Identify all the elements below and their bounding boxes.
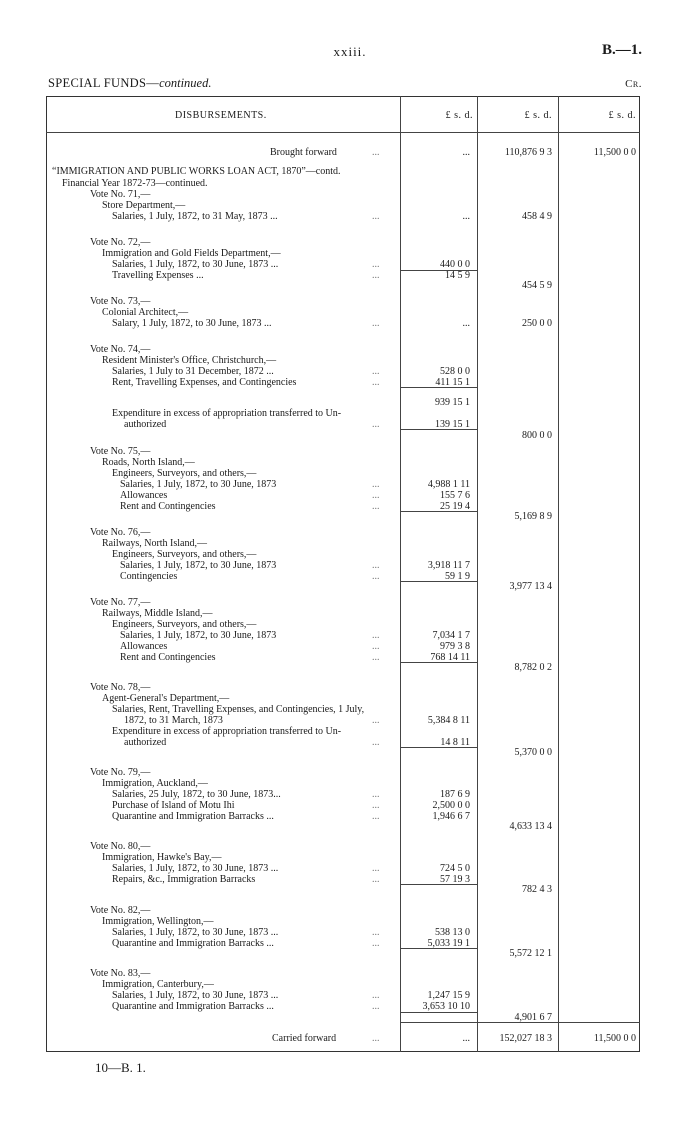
leader-dots: ... [372, 571, 380, 582]
ledger-line-text: Carried forward [272, 1033, 337, 1044]
leader-dots: ... [372, 800, 380, 811]
ledger-line-text: Engineers, Surveyors, and others,— [112, 549, 257, 560]
section-title-main: SPECIAL FUNDS— [48, 76, 160, 90]
ledger-line-text: authorized [124, 737, 167, 748]
ledger-line-text: Salary, 1 July, 1872, to 30 June, 1873 ... [112, 318, 272, 329]
ledger-line-text: Vote No. 71,— [90, 189, 151, 200]
leader-dots: ... [372, 560, 380, 571]
leader-dots: ... [372, 641, 380, 652]
ledger-line-text: Immigration, Canterbury,— [102, 979, 214, 990]
ledger-line-text: Vote No. 75,— [90, 446, 151, 457]
leader-dots: ... [372, 652, 380, 663]
ledger-line-text: Immigration, Hawke's Bay,— [102, 852, 222, 863]
amount-c1: 724 5 0 [440, 863, 470, 874]
leader-dots: ... [372, 259, 380, 270]
amount-c2: 5,169 8 9 [514, 511, 552, 522]
ledger-line-text: Quarantine and Immigration Barracks ... [112, 811, 274, 822]
amount-c2: 5,572 12 1 [509, 948, 552, 959]
ledger-line-text: Salaries, 25 July, 1872, to 30 June, 1873... [112, 789, 281, 800]
ledger-line-text: Rent and Contingencies [120, 652, 216, 663]
leader-dots: ... [372, 863, 380, 874]
section-title-continued: continued. [159, 76, 212, 90]
leader-dots: ... [372, 811, 380, 822]
ledger-line-text: Vote No. 72,— [90, 237, 151, 248]
leader-dots: ... [372, 490, 380, 501]
ledger-line-text: Travelling Expenses ... [112, 270, 204, 281]
ledger-line-text: Resident Minister's Office, Christchurch,— [102, 355, 277, 366]
ledger-line-text: Allowances [120, 490, 168, 501]
ledger-line-text: Vote No. 73,— [90, 296, 151, 307]
subtotal-rule [401, 948, 477, 949]
ledger-line-text: Contingencies [120, 571, 178, 582]
leader-dots: ... [372, 938, 380, 949]
ledger-line-text: Vote No. 78,— [90, 682, 151, 693]
leader-dots: ... [372, 366, 380, 377]
amount-c3: 11,500 0 0 [593, 1033, 636, 1044]
ledger-line-text: Expenditure in excess of appropriation transferred to Un- [112, 726, 342, 737]
amount-c1: 2,500 0 0 [432, 800, 470, 811]
ledger-line-text: Salaries, 1 July, 1872, to 31 May, 1873 ... [112, 211, 278, 222]
amount-c1: 14 5 9 [445, 270, 470, 281]
ledger-line-text: Agent-General's Department,— [102, 693, 230, 704]
amount-c2: 110,876 9 3 [504, 147, 552, 158]
subtotal-rule [401, 581, 477, 582]
amount-c1: 5,033 19 1 [427, 938, 470, 949]
ledger-line-text: Railways, Middle Island,— [102, 608, 213, 619]
amount-c2: 4,633 13 4 [509, 821, 552, 832]
leader-dots: ... [372, 1033, 380, 1044]
amount-c1: 57 19 3 [440, 874, 470, 885]
ledger-line-text: Salaries, 1 July, 1872, to 30 June, 1873 ... [112, 863, 279, 874]
leader-dots: ... [372, 789, 380, 800]
ledger-line-text: Vote No. 77,— [90, 597, 151, 608]
ledger-line-text: Salaries, 1 July, 1872, to 30 June, 1873 [120, 479, 277, 490]
amount-c2: 800 0 0 [522, 430, 552, 441]
amount-c1: 14 8 11 [440, 737, 470, 748]
amount-c2: 782 4 3 [522, 884, 552, 895]
amount-c1: 1,946 6 7 [432, 811, 470, 822]
leader-dots: ... [372, 737, 380, 748]
amount-c2: 4,901 6 7 [514, 1012, 552, 1023]
subtotal-rule [401, 884, 477, 885]
ledger-line-text: Roads, North Island,— [102, 457, 195, 468]
document-reference: B.—1. [601, 42, 642, 58]
ledger-line-text: Immigration and Gold Fields Department,— [102, 248, 281, 259]
subtotal-rule [401, 1012, 477, 1013]
ledger-line-text: authorized [124, 419, 167, 430]
leader-dots: ... [372, 630, 380, 641]
ledger-line-text: “IMMIGRATION AND PUBLIC WORKS LOAN ACT, 1870”—contd. [52, 166, 341, 177]
leader-dots: ... [372, 715, 380, 726]
credit-label: Cr. [625, 78, 642, 90]
ledger-line-text: Allowances [120, 641, 168, 652]
leader-dots: ... [372, 990, 380, 1001]
ledger-line-text: Brought forward [270, 147, 337, 158]
ledger-line-text: Vote No. 80,— [90, 841, 151, 852]
total-rule [401, 1022, 640, 1023]
ledger-line-text: Salaries, 1 July, 1872, to 30 June, 1873 ... [112, 927, 279, 938]
ledger-line-text: Rent, Travelling Expenses, and Contingencies [112, 377, 297, 388]
amount-c2: 3,977 13 4 [509, 581, 552, 592]
leader-dots: ... [372, 211, 380, 222]
amount-c1: ... [462, 318, 470, 329]
column-divider-2 [477, 96, 478, 1052]
ledger-line-text: Store Department,— [102, 200, 186, 211]
subtotal-rule [401, 270, 477, 271]
ledger-line-text: Immigration, Auckland,— [102, 778, 208, 789]
amount-c1: 59 1 9 [445, 571, 470, 582]
column-divider-1 [400, 96, 401, 1052]
amount-c3: 11,500 0 0 [593, 147, 636, 158]
amount-c1: 440 0 0 [440, 259, 470, 270]
amount-c1: 528 0 0 [440, 366, 470, 377]
amount-c1: 768 14 11 [430, 652, 470, 663]
amount-c1: 979 3 8 [440, 641, 470, 652]
amount-c2: 458 4 9 [522, 211, 552, 222]
ledger-line-text: Colonial Architect,— [102, 307, 189, 318]
ledger-line-text: Salaries, Rent, Travelling Expenses, and Contingencies, 1 July, [112, 704, 365, 715]
ledger-line-text: Expenditure in excess of appropriation transferred to Un- [112, 408, 342, 419]
ledger-line-text: Engineers, Surveyors, and others,— [112, 468, 257, 479]
amount-c1: 187 6 9 [440, 789, 470, 800]
subtotal-rule [401, 747, 477, 748]
ledger-line-text: Salaries, 1 July to 31 December, 1872 ... [112, 366, 274, 377]
leader-dots: ... [372, 927, 380, 938]
amount-c1: ... [462, 147, 470, 158]
amount-c1: 155 7 6 [440, 490, 470, 501]
leader-dots: ... [372, 501, 380, 512]
leader-dots: ... [372, 270, 380, 281]
ledger-line-text: Rent and Contingencies [120, 501, 216, 512]
amount-c1: 3,653 10 10 [422, 1001, 470, 1012]
amount-c1: 3,918 11 7 [427, 560, 470, 571]
ledger-line-text: Vote No. 79,— [90, 767, 151, 778]
ledger-line-text: Vote No. 74,— [90, 344, 151, 355]
amount-c2: 5,370 0 0 [514, 747, 552, 758]
leader-dots: ... [372, 1001, 380, 1012]
page-footer: 10—B. 1. [95, 1060, 146, 1075]
ledger-line-text: Repairs, &c., Immigration Barracks [112, 874, 256, 885]
amount-c1: ... [462, 1033, 470, 1044]
leader-dots: ... [372, 874, 380, 885]
ledger-line-text: 1872, to 31 March, 1873 [124, 715, 223, 726]
subtotal-rule [401, 387, 477, 388]
leader-dots: ... [372, 318, 380, 329]
amount-c2: 454 5 9 [522, 280, 552, 291]
amount-c1: 1,247 15 9 [427, 990, 470, 1001]
leader-dots: ... [372, 377, 380, 388]
column-divider-3 [558, 96, 559, 1052]
column-2-header: £ s. d. [524, 110, 552, 121]
page-number: xxiii. [333, 44, 367, 59]
amount-c2: 152,027 18 3 [499, 1033, 552, 1044]
ledger-line-text: Financial Year 1872-73—continued. [62, 178, 208, 189]
ledger-line-text: Quarantine and Immigration Barracks ... [112, 1001, 274, 1012]
amount-c1: ... [462, 211, 470, 222]
ledger-line-text: Vote No. 76,— [90, 527, 151, 538]
header-rule [46, 132, 640, 133]
amount-c1: 139 15 1 [435, 419, 470, 430]
amount-c1: 538 13 0 [435, 927, 470, 938]
amount-c2: 8,782 0 2 [514, 662, 552, 673]
leader-dots: ... [372, 479, 380, 490]
disbursements-header: DISBURSEMENTS. [175, 110, 267, 121]
ledger-line-text: Salaries, 1 July, 1872, to 30 June, 1873 [120, 630, 277, 641]
ledger-line-text: Vote No. 82,— [90, 905, 151, 916]
ledger-line-text: Railways, North Island,— [102, 538, 207, 549]
ledger-line-text: Purchase of Island of Motu Ihi [112, 800, 235, 811]
amount-c1: 7,034 1 7 [432, 630, 470, 641]
ledger-line-text: Immigration, Wellington,— [102, 916, 214, 927]
amount-c2: 250 0 0 [522, 318, 552, 329]
ledger-line-text: Quarantine and Immigration Barracks ... [112, 938, 274, 949]
section-title [48, 76, 211, 91]
ledger-line-text: Salaries, 1 July, 1872, to 30 June, 1873 ... [112, 259, 279, 270]
column-1-header: £ s. d. [445, 110, 473, 121]
amount-c1: 5,384 8 11 [427, 715, 470, 726]
amount-c1: 939 15 1 [435, 397, 470, 408]
amount-c1: 25 19 4 [440, 501, 470, 512]
ledger-line-text: Vote No. 83,— [90, 968, 151, 979]
ledger-line-text: Salaries, 1 July, 1872, to 30 June, 1873 [120, 560, 277, 571]
amount-c1: 411 15 1 [435, 377, 470, 388]
leader-dots: ... [372, 147, 380, 158]
leader-dots: ... [372, 419, 380, 430]
amount-c1: 4,988 1 11 [427, 479, 470, 490]
subtotal-rule [401, 662, 477, 663]
column-3-header: £ s. d. [608, 110, 636, 121]
ledger-line-text: Salaries, 1 July, 1872, to 30 June, 1873 ... [112, 990, 279, 1001]
ledger-line-text: Engineers, Surveyors, and others,— [112, 619, 257, 630]
subtotal-rule [401, 429, 477, 430]
subtotal-rule [401, 511, 477, 512]
